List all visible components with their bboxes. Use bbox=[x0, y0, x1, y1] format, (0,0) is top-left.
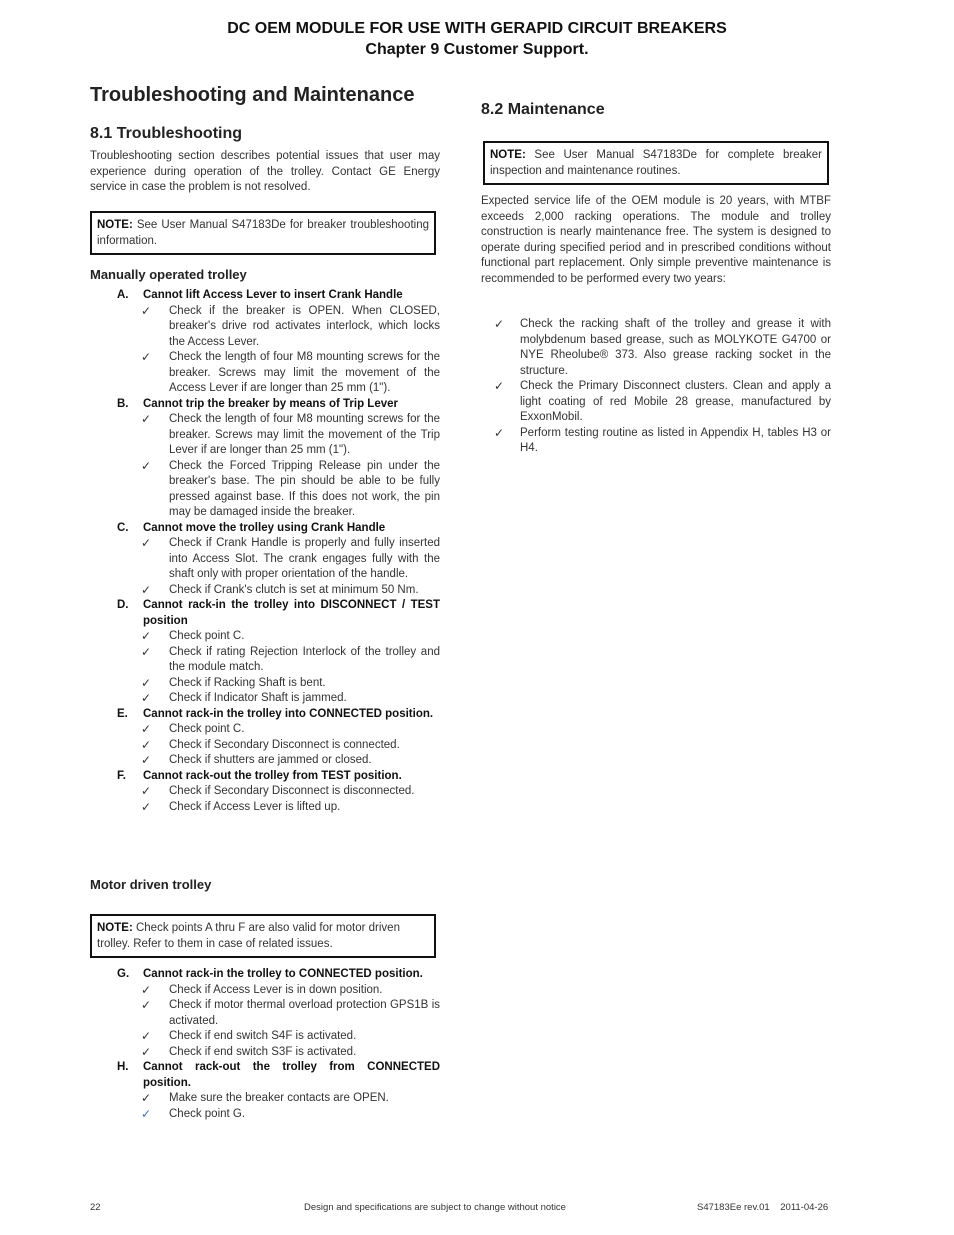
list-item-heading bbox=[90, 288, 440, 304]
item-title: Cannot move the trolley using Crank Handle bbox=[143, 521, 386, 534]
check-text: Check the Forced Tripping Release pin under the breaker's base. The pin should be able to be fully pressed against base. If this does not work, the pin may be damaged inside the breaker. bbox=[169, 459, 440, 518]
note-box-maintenance bbox=[483, 141, 829, 185]
check-text: Check if Access Lever is lifted up. bbox=[169, 800, 341, 813]
list-item bbox=[90, 983, 440, 999]
checkmark-icon: ✓ bbox=[494, 425, 505, 440]
list-item-heading bbox=[90, 769, 440, 785]
list-item-heading bbox=[90, 1060, 440, 1091]
checkmark-icon: ✓ bbox=[141, 412, 152, 426]
checkmark-icon: ✓ bbox=[494, 379, 505, 393]
item-title: Cannot rack-in the trolley into CONNECTED position. bbox=[143, 707, 434, 720]
item-letter: A. bbox=[117, 289, 129, 301]
check-text: Check if Secondary Disconnect is connected. bbox=[169, 738, 400, 751]
checkmark-icon: ✓ bbox=[141, 722, 152, 736]
checkmark-icon: ✓ bbox=[141, 998, 152, 1012]
page-number: 22 bbox=[90, 1202, 101, 1213]
item-letter: D. bbox=[117, 599, 129, 611]
checkmark-icon: ✓ bbox=[141, 1091, 152, 1105]
check-text: Check if rating Rejection Interlock of the trolley and the module match. bbox=[169, 645, 440, 673]
checkmark-icon: ✓ bbox=[141, 675, 152, 690]
list-item bbox=[90, 1029, 440, 1045]
check-text: Make sure the breaker contacts are OPEN. bbox=[169, 1092, 389, 1104]
check-text: Check if Indicator Shaft is jammed. bbox=[169, 692, 347, 704]
section-title-troubleshooting: 8.1 Troubleshooting bbox=[90, 125, 243, 142]
list-item bbox=[90, 753, 440, 769]
note-text: See User Manual S47183De for breaker troubleshooting information. bbox=[97, 219, 429, 247]
check-text: Check the length of four M8 mounting screws for the breaker. Screws may limit the movement of the Access Lever if are longer than 25 mm (1"). bbox=[169, 351, 440, 394]
checkmark-icon: ✓ bbox=[141, 1029, 152, 1043]
note-box-motor bbox=[90, 914, 436, 958]
item-title: Cannot rack-out the trolley from CONNECTED position. bbox=[143, 1061, 440, 1089]
checkmark-icon: ✓ bbox=[141, 691, 152, 705]
item-letter: H. bbox=[117, 1061, 129, 1073]
check-text: Check if Racking Shaft is bent. bbox=[169, 676, 326, 689]
checkmark-icon: ✓ bbox=[141, 1106, 152, 1121]
footer-disclaimer: Design and specifications are subject to change without notice bbox=[304, 1202, 566, 1213]
item-title: Cannot rack-in the trolley to CONNECTED position. bbox=[143, 968, 423, 980]
item-letter: F. bbox=[117, 769, 126, 782]
list-item bbox=[90, 738, 440, 754]
item-title: Cannot rack-in the trolley into DISCONNECT / TEST position bbox=[143, 599, 440, 627]
check-text: Check if Secondary Disconnect is disconnected. bbox=[169, 785, 415, 797]
item-title: Cannot rack-out the trolley from TEST position. bbox=[143, 769, 402, 782]
note-label: NOTE: bbox=[97, 922, 133, 934]
list-item bbox=[90, 722, 440, 738]
list-item bbox=[90, 304, 440, 351]
list-item bbox=[90, 629, 440, 645]
checkmark-icon: ✓ bbox=[141, 1044, 152, 1059]
check-text: Check point G. bbox=[169, 1107, 246, 1120]
list-item bbox=[90, 645, 440, 676]
checkmark-icon: ✓ bbox=[141, 644, 152, 659]
maintenance-checklist bbox=[481, 317, 831, 457]
check-text: Perform testing routine as listed in Appendix H, tables H3 or H4. bbox=[520, 426, 831, 454]
check-text: Check point C. bbox=[169, 723, 245, 735]
list-item bbox=[90, 536, 440, 583]
item-title: Cannot trip the breaker by means of Trip Lever bbox=[143, 397, 398, 410]
troubleshooting-intro: Troubleshooting section describes potential issues that user may experience during operation of the trolley. Contact GE Energy service in case the problem is not resolved. bbox=[90, 150, 440, 193]
list-item bbox=[90, 784, 440, 800]
checkmark-icon: ✓ bbox=[141, 737, 152, 752]
list-item bbox=[90, 800, 440, 816]
note-label: NOTE: bbox=[97, 219, 133, 231]
list-item bbox=[481, 317, 831, 379]
list-item-heading bbox=[90, 397, 440, 413]
note-text: See User Manual S47183De for complete breaker inspection and maintenance routines. bbox=[490, 149, 822, 177]
section-title-maintenance: 8.2 Maintenance bbox=[481, 101, 605, 118]
list-item bbox=[90, 691, 440, 707]
list-item bbox=[90, 350, 440, 397]
list-item bbox=[90, 412, 440, 459]
checkmark-icon: ✓ bbox=[141, 536, 152, 550]
checkmark-icon: ✓ bbox=[141, 982, 152, 997]
checkmark-icon: ✓ bbox=[141, 629, 152, 643]
item-letter: G. bbox=[117, 968, 130, 980]
check-text: Check if the breaker is OPEN. When CLOSED, breaker's drive rod activates interlock, which locks the Access Lever. bbox=[169, 304, 440, 348]
note-label: NOTE: bbox=[490, 149, 526, 161]
list-item-heading bbox=[90, 598, 440, 629]
checkmark-icon: ✓ bbox=[141, 458, 152, 473]
list-item bbox=[90, 1091, 440, 1107]
check-text: Check if Access Lever is in down position. bbox=[169, 983, 383, 996]
manual-trolley-list bbox=[90, 288, 440, 815]
maintenance-intro: Expected service life of the OEM module is 20 years, with MTBF exceeds 2,000 racking operations. The module and trolley construction is nearly maintenance free. The system is designed to operate during specified period and in prescribed conditions without functional part replacement. Only simple preventive maintenance is recommended to be performed every two years: bbox=[481, 195, 831, 285]
chapter-title: Chapter 9 Customer Support. bbox=[365, 41, 589, 58]
checkmark-icon: ✓ bbox=[494, 317, 505, 331]
check-text: Check if shutters are jammed or closed. bbox=[169, 754, 372, 766]
list-item-heading bbox=[90, 707, 440, 723]
motor-trolley-title: Motor driven trolley bbox=[90, 877, 212, 892]
list-item bbox=[90, 459, 440, 521]
checkmark-icon: ✓ bbox=[141, 784, 152, 798]
document-reference: S47183Ee rev.01 2011-04-26 bbox=[697, 1202, 829, 1213]
checkmark-icon: ✓ bbox=[141, 753, 152, 767]
checkmark-icon: ✓ bbox=[141, 582, 152, 597]
check-text: Check if motor thermal overload protection GPS1B is activated. bbox=[169, 999, 440, 1027]
manual-trolley-title: Manually operated trolley bbox=[90, 267, 247, 282]
list-item-heading bbox=[90, 521, 440, 537]
note-text: Check points A thru F are also valid for motor driven trolley. Refer to them in case of related issues. bbox=[97, 922, 400, 950]
note-box-troubleshooting bbox=[90, 211, 436, 255]
list-item bbox=[90, 583, 440, 599]
item-letter: B. bbox=[117, 397, 129, 410]
item-letter: C. bbox=[117, 521, 129, 534]
item-letter: E. bbox=[117, 707, 128, 720]
list-item bbox=[90, 1045, 440, 1061]
check-text: Check if end switch S3F is activated. bbox=[169, 1045, 357, 1058]
list-item bbox=[481, 379, 831, 426]
check-text: Check if Crank Handle is properly and fully inserted into Access Slot. The crank engages fully with the shaft only with proper orientation of the handle. bbox=[169, 537, 440, 580]
list-item-heading bbox=[90, 967, 440, 983]
checkmark-icon: ✓ bbox=[141, 303, 152, 318]
check-text: Check the Primary Disconnect clusters. Clean and apply a light coating of red Mobile 28 grease, manufactured by ExxonMobil. bbox=[520, 380, 831, 423]
page-heading: Troubleshooting and Maintenance bbox=[90, 84, 415, 106]
checkmark-icon: ✓ bbox=[141, 350, 152, 364]
motor-trolley-list bbox=[90, 967, 440, 1122]
list-item bbox=[90, 676, 440, 692]
check-text: Check if end switch S4F is activated. bbox=[169, 1030, 357, 1042]
check-text: Check the length of four M8 mounting screws for the breaker. Screws may limit the movement of the Trip Lever if are longer than 25 mm (1"). bbox=[169, 413, 440, 456]
check-text: Check the racking shaft of the trolley and grease it with molybdenum based grease, such as MOLYKOTE G4700 or NYE Rheolube® 373. Also grease racking socket in the structure. bbox=[520, 318, 831, 377]
check-text: Check if Crank's clutch is set at minimum 50 Nm. bbox=[169, 583, 419, 596]
item-title: Cannot lift Access Lever to insert Crank Handle bbox=[143, 289, 403, 301]
list-item bbox=[90, 1107, 440, 1123]
check-text: Check point C. bbox=[169, 630, 245, 642]
document-title: DC OEM MODULE FOR USE WITH GERAPID CIRCUIT BREAKERS bbox=[227, 20, 727, 37]
checkmark-icon: ✓ bbox=[141, 799, 152, 814]
list-item bbox=[90, 998, 440, 1029]
list-item bbox=[481, 426, 831, 457]
